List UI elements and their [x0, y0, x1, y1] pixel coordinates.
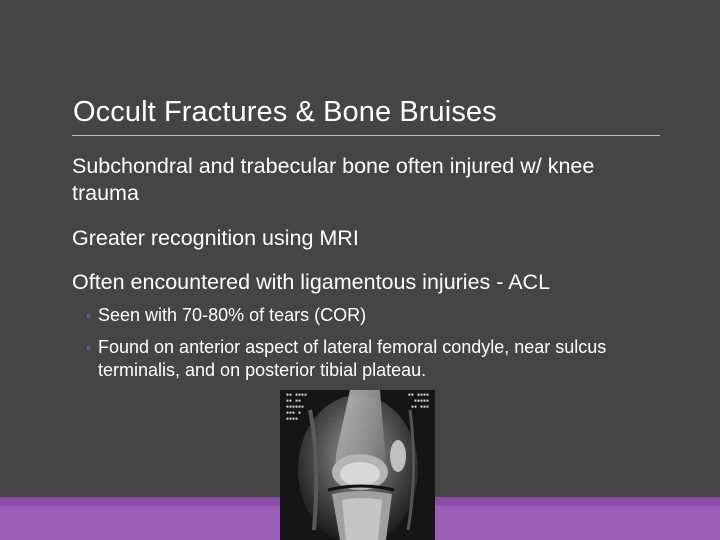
sub-bullet-marker: ◦: [86, 307, 91, 323]
mri-text-overlay-right: ▪▪ ▪▪▪▪ ▪▪▪▪▪ ▪▪ ▪▪▪: [407, 392, 429, 410]
title-divider: [72, 135, 660, 136]
mri-text-overlay-left: ▪▪ ▪▪▪▪ ▪▪ ▪▪ ▪▪▪▪▪▪ ▪▪▪ ▪ ▪▪▪▪: [286, 392, 308, 422]
slide-title: Occult Fractures & Bone Bruises: [73, 96, 497, 128]
bullet-2: Greater recognition using MRI: [72, 226, 359, 250]
knee-mri-image: [280, 390, 435, 540]
sub-bullet-1: [86, 304, 658, 327]
bullet-3: Often encountered with ligamentous injuries - ACL: [72, 270, 551, 294]
sub-bullet-2: [86, 336, 658, 382]
sub-bullet-marker: ◦: [86, 339, 91, 355]
bullet-1: Subchondral and trabecular bone often injured w/ knee trauma: [72, 154, 595, 205]
sub-bullet-text: Seen with 70-80% of tears (COR): [98, 305, 367, 325]
sub-bullet-text: Found on anterior aspect of lateral femoral condyle, near sulcus terminalis, and on posterior tibial plateau.: [98, 337, 607, 380]
